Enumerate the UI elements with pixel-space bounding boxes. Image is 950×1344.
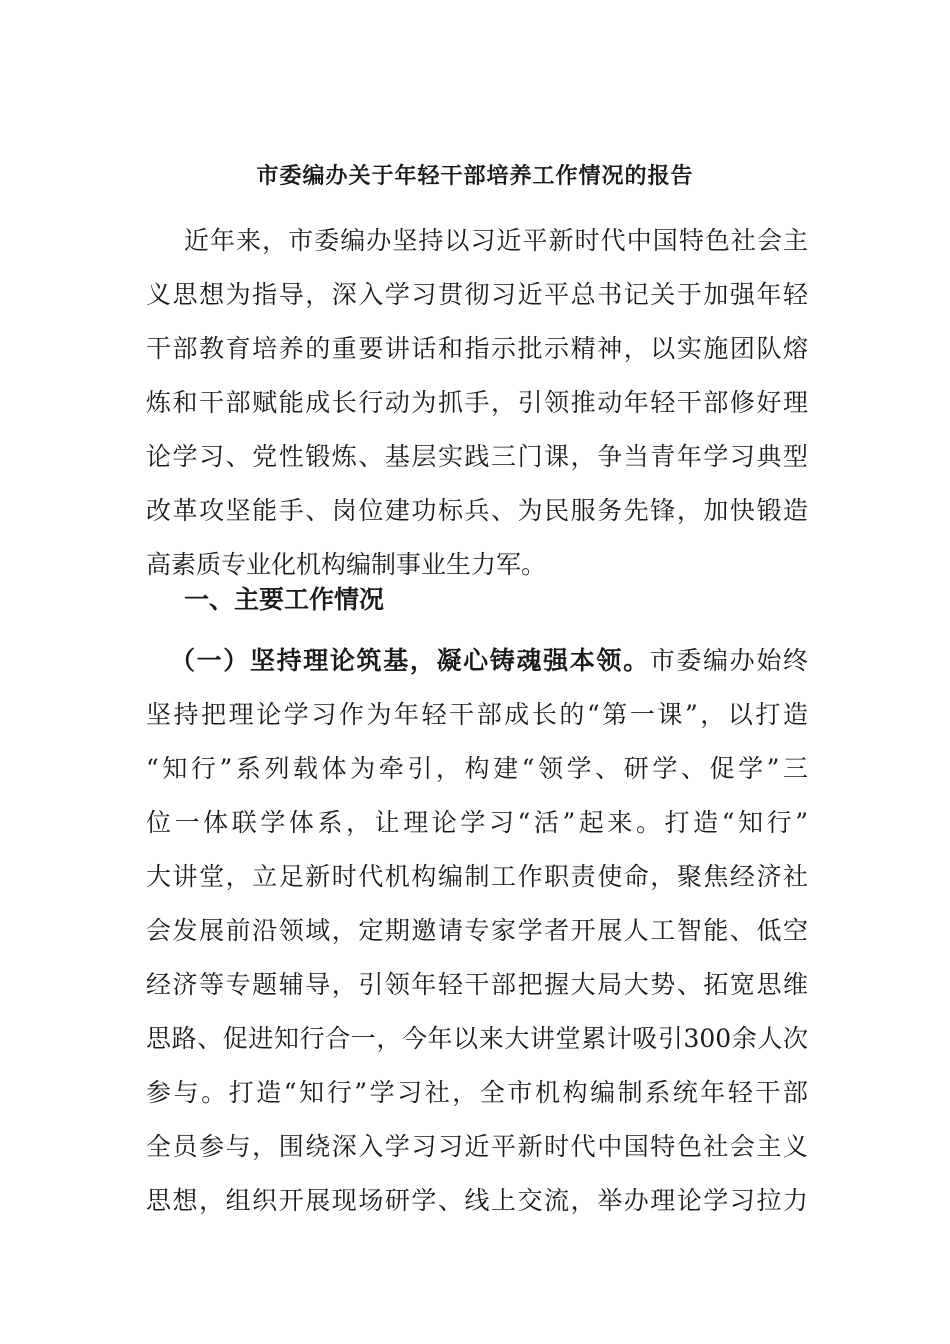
paragraph-line: 坚持把理论学习作为年轻干部成长的“第一课”，以打造 <box>146 700 808 729</box>
paragraph-line: 参与。打造“知行”学习社，全市机构编制系统年轻干部 <box>146 1078 808 1107</box>
paragraph-line: 大讲堂，立足新时代机构编制工作职责使命，聚焦经济社 <box>146 862 808 891</box>
paragraph-line: 位一体联学体系，让理论学习“活”起来。打造“知行” <box>146 808 808 837</box>
paragraph-line: 思想，组织开展现场研学、线上交流，举办理论学习拉力 <box>146 1186 808 1215</box>
subsection-heading: （一）坚持理论筑基，凝心铸魂强本领。 <box>170 646 650 675</box>
paragraph-line: 思路、促进知行合一，今年以来大讲堂累计吸引300余人次 <box>146 1024 808 1053</box>
paragraph-line: 高素质专业化机构编制事业生力军。 <box>146 550 547 579</box>
paragraph-text: 市委编办始终 <box>649 646 808 675</box>
paragraph-line: 经济等专题辅导，引领年轻干部把握大局大势、拓宽思维 <box>146 970 808 999</box>
paragraph-line: 会发展前沿领域，定期邀请专家学者开展人工智能、低空 <box>146 916 808 945</box>
paragraph-line: 改革攻坚能手、岗位建功标兵、为民服务先锋，加快锻造 <box>146 496 808 525</box>
paragraph-line: 论学习、党性锻炼、基层实践三门课，争当青年学习典型 <box>146 442 808 471</box>
subsection-paragraph <box>146 634 808 1228</box>
paragraph-line: 义思想为指导，深入学习贯彻习近平总书记关于加强年轻 <box>146 280 808 309</box>
paragraph-line: 近年来，市委编办坚持以习近平新时代中国特色社会主 <box>184 226 808 255</box>
document-title: 市委编办关于年轻干部培养工作情况的报告 <box>256 163 694 189</box>
paragraph-line: 干部教育培养的重要讲话和指示批示精神，以实施团队熔 <box>146 334 808 363</box>
paragraph-line: 炼和干部赋能成长行动为抓手，引领推动年轻干部修好理 <box>146 388 808 417</box>
paragraph-first-line <box>146 634 808 688</box>
paragraph-line: “知行”系列载体为牵引，构建“领学、研学、促学”三 <box>146 754 808 783</box>
intro-paragraph <box>146 214 808 592</box>
paragraph-line: 全员参与，围绕深入学习习近平新时代中国特色社会主义 <box>146 1132 808 1161</box>
section-heading: 一、主要工作情况 <box>184 585 385 614</box>
